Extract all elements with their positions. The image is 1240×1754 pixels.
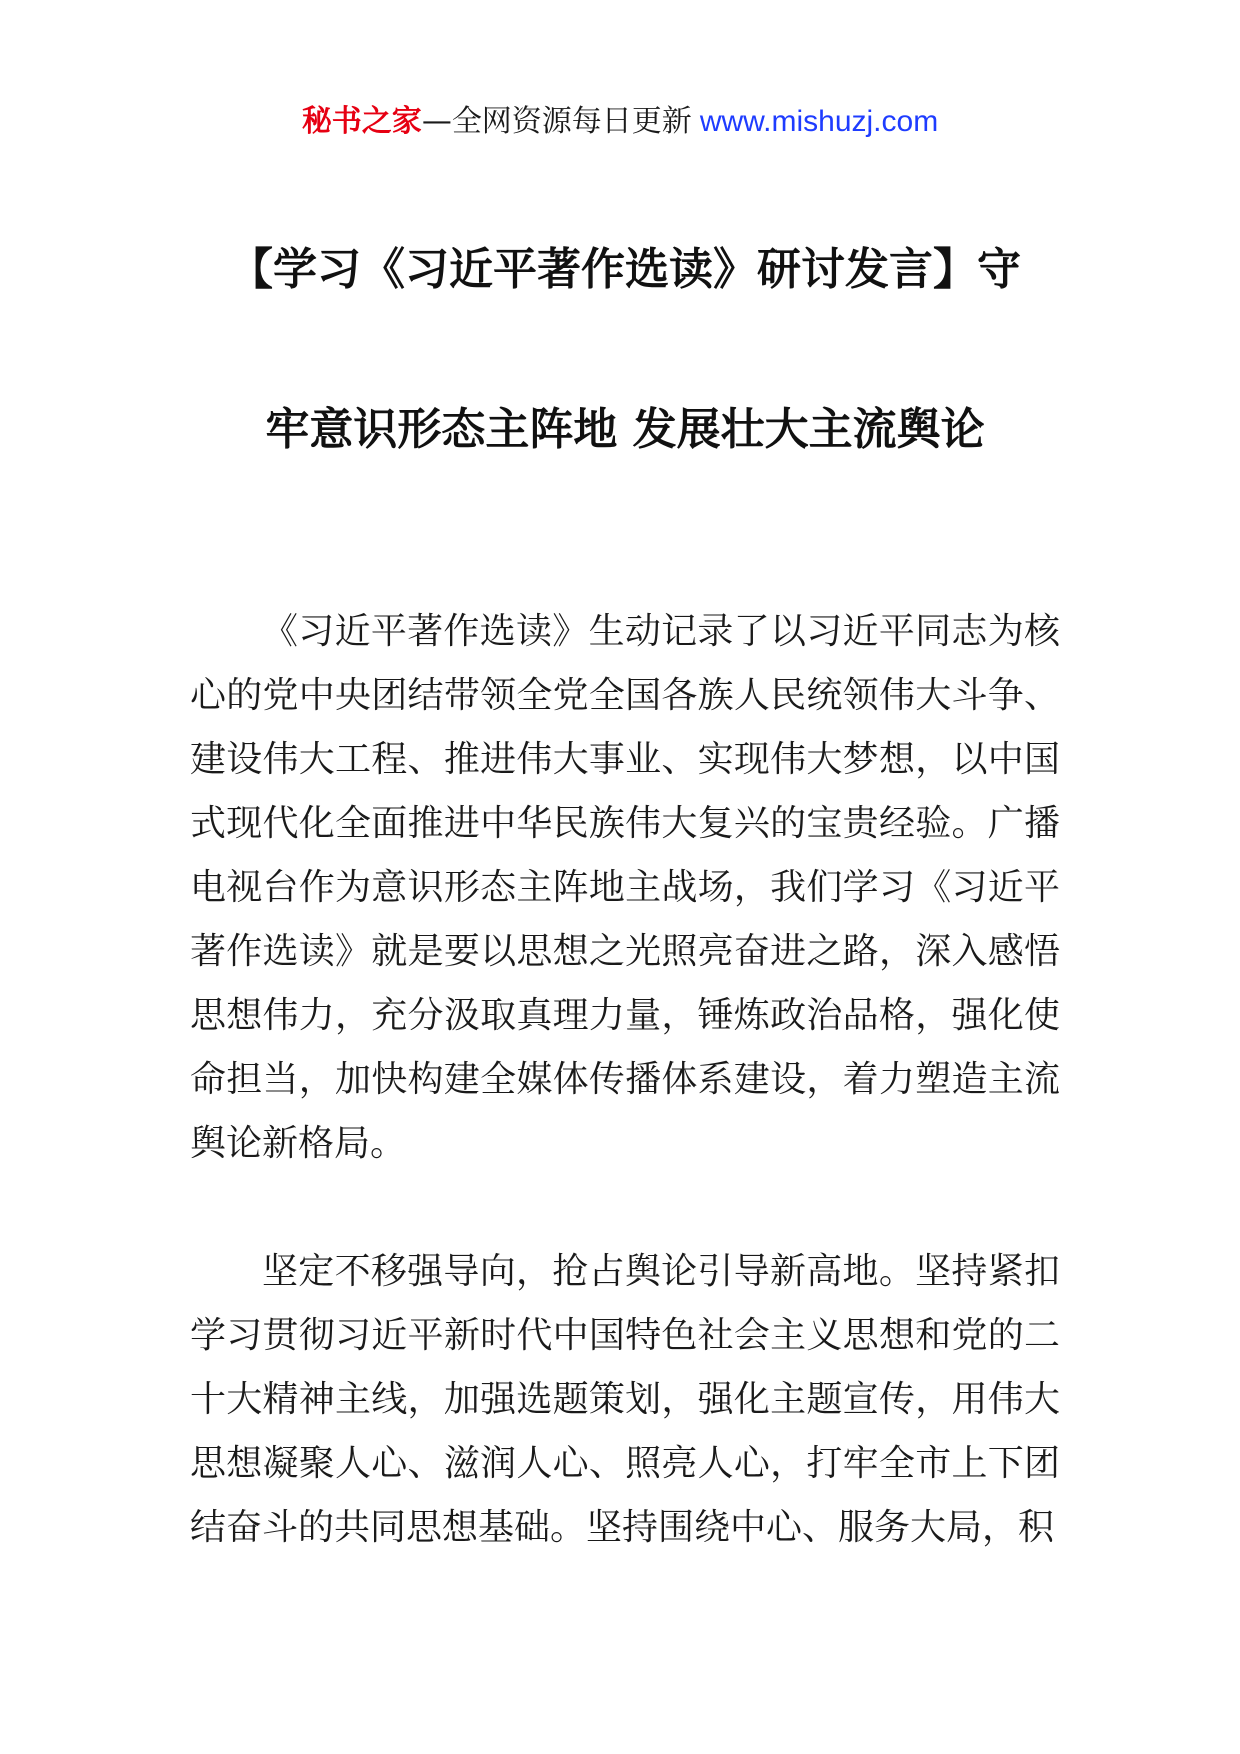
site-tagline: —全网资源每日更新 (421, 104, 692, 139)
paragraph-1: 《习近平著作选读》生动记录了以习近平同志为核心的党中央团结带领全党全国各族人民统领伟大斗争、建设伟大工程、推进伟大事业、实现伟大梦想，以中国式现代化全面推进中华民族伟大复兴的宝贵经验。广播电视台作为意识形态主阵地主战场，我们学习《习近平著作选读》就是要以思想之光照亮奋进之路，深入感悟思想伟力，充分汲取真理力量，锤炼政治品格，强化使命担当，加快构建全媒体传播体系建设，着力塑造主流舆论新格局。 (190, 611, 1060, 1164)
document-title (190, 190, 1060, 510)
document-body (190, 600, 1060, 1560)
site-url-link[interactable]: www.mishuzj.com (699, 105, 939, 138)
site-header (0, 100, 1240, 144)
paragraph-2: 坚定不移强导向，抢占舆论引导新高地。坚持紧扣学习贯彻习近平新时代中国特色社会主义思想和党的二十大精神主线，加强选题策划，强化主题宣传，用伟大思想凝聚人心、滋润人心、照亮人心，打牢全市上下团结奋斗的共同思想基础。坚持围绕中心、服务大局，积 (190, 1251, 1060, 1548)
site-brand: 秘书之家 (301, 104, 422, 139)
title-line-2: 牢意识形态主阵地 发展壮大主流舆论 (265, 404, 985, 455)
title-line-1: 【学习《习近平著作选读》研讨发言】守 (229, 244, 1021, 295)
